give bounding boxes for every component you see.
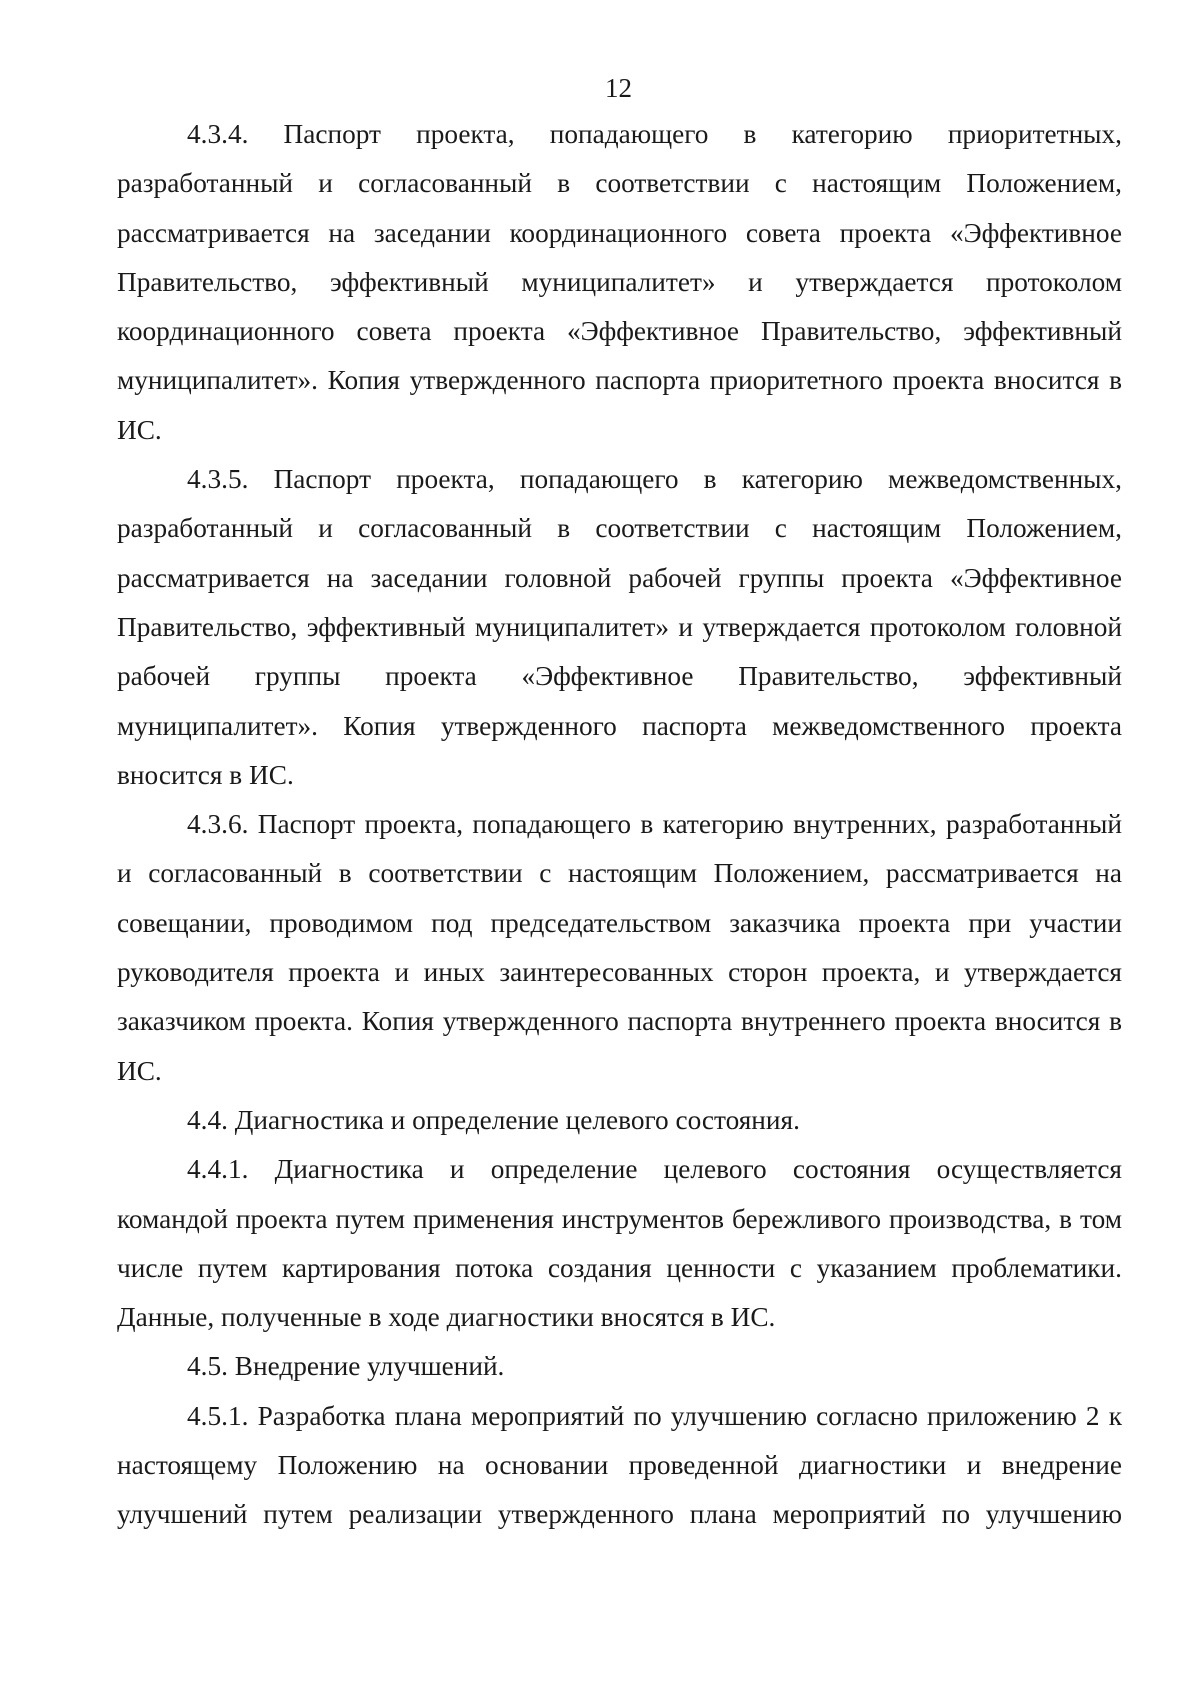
paragraph-4-4-1: 4.4.1. Диагностика и определение целевого состояния осуществляется командой проекта путем применения инструментов бережливого производства, в том числе путем картирования потока создания ценности с указанием проблематики. Данные, полученные в ходе диагностики вносятся в ИС.: [117, 1154, 1122, 1333]
section-heading-4-5: 4.5. Внедрение улучшений.: [187, 1351, 505, 1382]
paragraph-4-3-5: 4.3.5. Паспорт проекта, попадающего в категорию межведомственных, разработанный и согласованный в соответствии с настоящим Положением, рассматривается на заседании головной рабочей группы проекта «Эффективное Правительство, эффективный муниципалитет» и утверждается протоколом головной рабочей группы проекта «Эффективное Правительство, эффективный муниципалитет». Копия утвержденного паспорта межведомственного проекта вносится в ИС.: [117, 464, 1122, 790]
paragraph-4-3-4: 4.3.4. Паспорт проекта, попадающего в категорию приоритетных, разработанный и согласованный в соответствии с настоящим Положением, рассматривается на заседании координационного совета проекта «Эффективное Правительство, эффективный муниципалитет» и утверждается протоколом координационного совета проекта «Эффективное Правительство, эффективный муниципалитет». Копия утвержденного паспорта приоритетного проекта вносится в ИС.: [117, 119, 1122, 445]
section-heading-4-4: 4.4. Диагностика и определение целевого состояния.: [187, 1104, 800, 1135]
page-number: 12: [605, 73, 632, 103]
document-body: [117, 110, 1122, 1540]
paragraph-4-5-1: 4.5.1. Разработка плана мероприятий по улучшению согласно приложению 2 к настоящему Положению на основании проведенной диагностики и внедрение улучшений путем реализации утвержденного плана мероприятий по улучшению: [117, 1400, 1122, 1530]
paragraph-4-3-6: 4.3.6. Паспорт проекта, попадающего в категорию внутренних, разработанный и согласованный в соответствии с настоящим Положением, рассматривается на совещании, проводимом под председательством заказчика проекта при участии руководителя проекта и иных заинтересованных сторон проекта, и утверждается заказчиком проекта. Копия утвержденного паспорта внутреннего проекта вносится в ИС.: [117, 809, 1122, 1086]
